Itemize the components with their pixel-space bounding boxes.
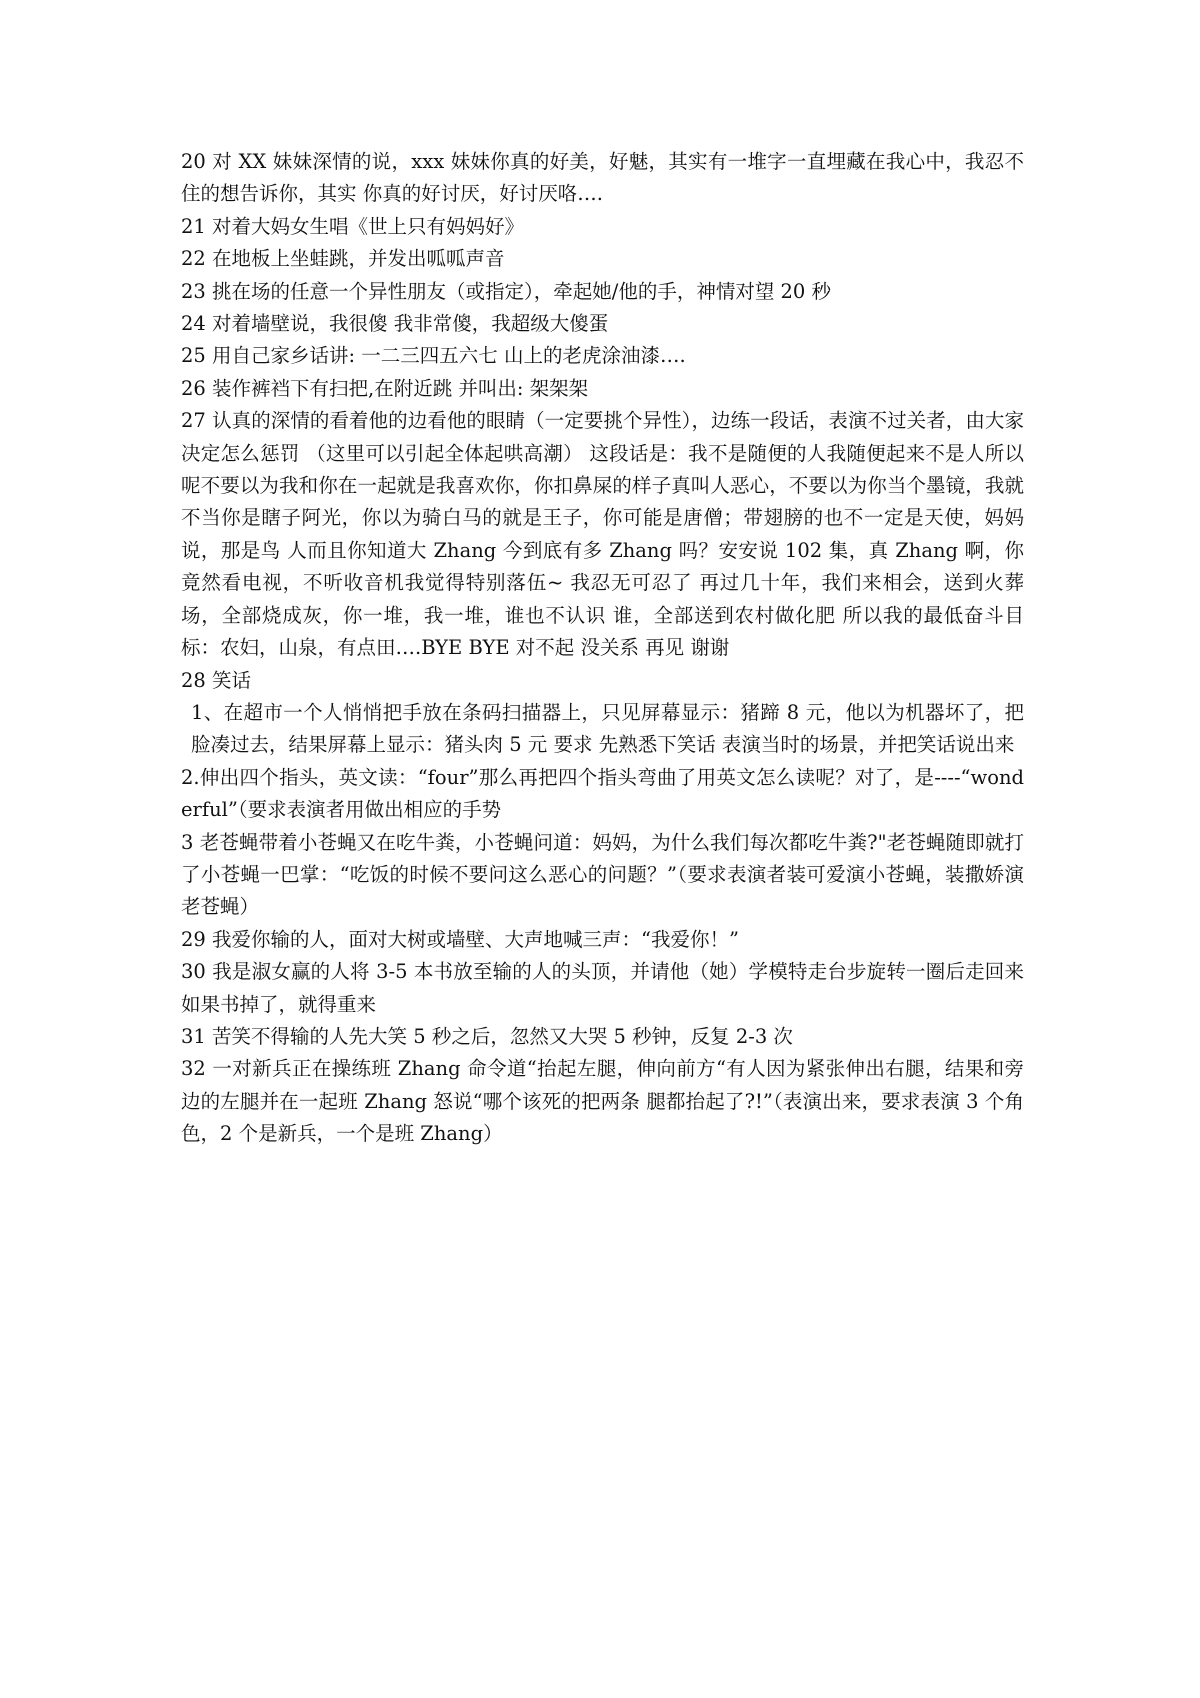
paragraph-item-31: 31 苦笑不得输的人先大笑 5 秒之后，忽然又大哭 5 秒钟，反复 2-3 次 [181, 1024, 793, 1048]
paragraph-item-22: 22 在地板上坐蛙跳，并发出呱呱声音 [181, 247, 505, 271]
paragraph-item-28: 28 笑话 [181, 668, 252, 692]
joke-item-3: 3 老苍蝇带着小苍蝇又在吃牛粪，小苍蝇问道：妈妈，为什么我们每次都吃牛粪?"老苍蝇随即就打了小苍蝇一巴掌：“吃饭的时候不要问这么恶心的问题？”（要求表演者装可爱演小苍蝇，装撒娇演老苍蝇） [181, 830, 1024, 919]
joke-item-1: 1、在超市一个人悄悄把手放在条码扫描器上，只见屏幕显示：猪蹄 8 元，他以为机器坏了，把脸凑过去，结果屏幕上显示：猪头肉 5 元 要求 先熟悉下笑话 表演当时的场景，并把笑话说出来 [191, 700, 1024, 757]
joke-item-2: 2.伸出四个指头，英文读：“four”那么再把四个指头弯曲了用英文怎么读呢？对了，是----“wonderful”（要求表演者用做出相应的手势 [181, 765, 1024, 822]
paragraph-item-23: 23 挑在场的任意一个异性朋友（或指定），牵起她/他的手，神情对望 20 秒 [181, 279, 832, 303]
paragraph-item-21: 21 对着大妈女生唱《世上只有妈妈好》 [181, 214, 525, 238]
paragraph-item-29: 29 我爱你输的人，面对大树或墙壁、大声地喊三声：“我爱你！” [181, 927, 739, 951]
paragraph-item-20: 20 对 XX 妹妹深情的说，xxx 妹妹你真的好美，好魅，其实有一堆字一直埋藏在我心中，我忍不住的想告诉你，其实 你真的好讨厌，好讨厌咯…. [181, 150, 1024, 206]
document-page [181, 146, 1024, 1151]
paragraph-item-27: 27 认真的深情的看着他的边看他的眼睛（一定要挑个异性），边练一段话，表演不过关者，由大家决定怎么惩罚 （这里可以引起全体起哄高潮） 这段话是：我不是随便的人我随便起来不是人所以呢不要以为我和你在一起就是我喜欢你，你扣鼻屎的样子真叫人恶心，不要以为你当个墨镜，我就不当你是瞎子阿光，你以为骑白马的就是王子，你可能是唐僧；带翅膀的也不一定是天使，妈妈说，那是鸟 人而且你知道大 Zhang 今到底有多 Zhang 吗？安安说 102 集，真 Zhang 啊，你竟然看电视，不听收音机我觉得特别落伍~ 我忍无可忍了 再过几十年，我们来相会，送到火葬场，全部烧成灰，你一堆，我一堆，谁也不认识 谁，全部送到农村做化肥 所以我的最低奋斗目标：农妇，山泉，有点田….BYE BYE 对不起 没关系 再见 谢谢 [181, 409, 1024, 660]
paragraph-item-30: 30 我是淑女赢的人将 3-5 本书放至输的人的头顶，并请他（她）学模特走台步旋转一圈后走回来如果书掉了，就得重来 [181, 960, 1024, 1016]
paragraph-item-32: 32 一对新兵正在操练班 Zhang 命令道“抬起左腿，伸向前方“有人因为紧张伸出右腿，结果和旁边的左腿并在一起班 Zhang 怒说“哪个该死的把两条 腿都抬起了?!”（表演出来，要求表演 3 个角色，2 个是新兵，一个是班 Zhang） [181, 1057, 1024, 1146]
paragraph-item-26: 26 装作裤裆下有扫把,在附近跳 并叫出: 架架架 [181, 376, 589, 400]
paragraph-item-25: 25 用自己家乡话讲: 一二三四五六七 山上的老虎涂油漆…. [181, 344, 686, 368]
paragraph-item-24: 24 对着墙壁说，我很傻 我非常傻，我超级大傻蛋 [181, 312, 609, 336]
